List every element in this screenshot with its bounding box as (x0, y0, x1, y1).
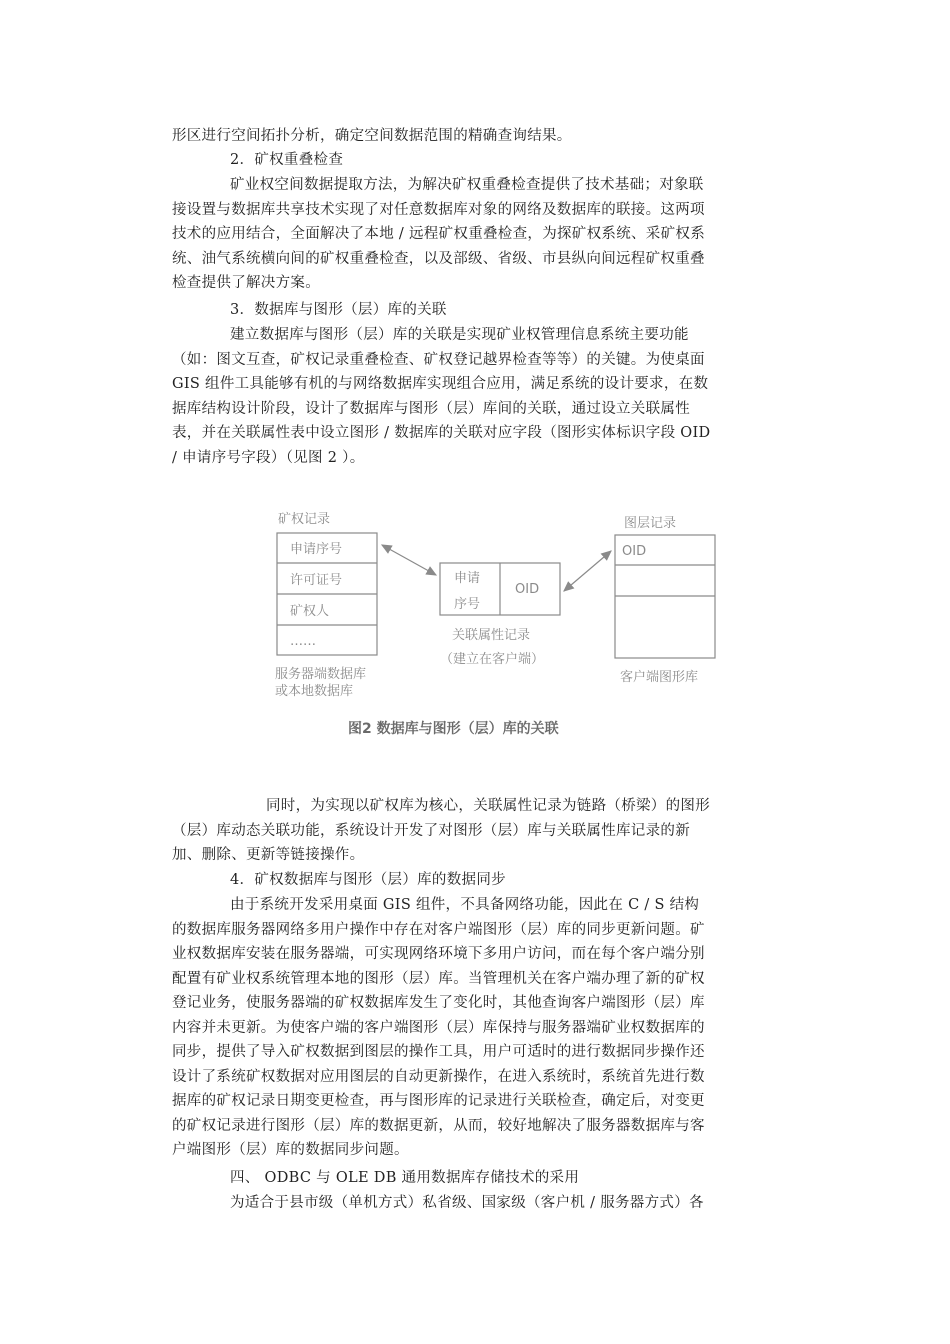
text-line: 同时，为实现以矿权库为核心，关联属性记录为链路（桥梁）的图形 (266, 798, 710, 814)
text-line: 统、油气系统横向间的矿权重叠检查，以及部级、省级、市县纵向间远程矿权重叠 (172, 250, 705, 267)
text-line: （层）库动态关联功能，系统设计开发了对图形（层）库与关联属性库记录的新 (172, 822, 690, 839)
text-line: 为适合于县市级（单机方式）私省级、国家级（客户机 / 服务器方式）各 (230, 1195, 704, 1211)
text-line: 据库的矿权记录日期变更检查，再与图形库的记录进行关联检查，确定后，对变更 (172, 1093, 705, 1109)
paragraph-odbc-intro (172, 1191, 777, 1216)
link-field-application: 序号 (454, 597, 481, 612)
field-right-holder: 矿权人 (290, 604, 330, 619)
field-license-no: 许可证号 (290, 573, 343, 588)
text-line: 的矿权记录进行图形（层）库的数据更新，从而，较好地解决了服务器数据库与客 (172, 1117, 705, 1134)
layer-record-title: 图层记录 (624, 516, 677, 531)
text-line: 形区进行空间拓扑分析，确定空间数据范围的精确查询结果。 (172, 128, 572, 144)
link-record-caption: （建立在客户端） (440, 652, 545, 667)
text-line: （如：图文互查，矿权记录重叠检查、矿权登记越界检查等等）的关键。为使桌面 (172, 351, 705, 368)
text-line: / 申请序号字段）（见图 2 ）。 (172, 449, 365, 466)
heading-db-graphics-link: 3．数据库与图形（层）库的关联 (230, 302, 447, 318)
text-line: 配置有矿业权系统管理本地的图形（层）库。当管理机关在客户端办理了新的矿权 (172, 970, 705, 987)
link-field-oid: OID (515, 582, 540, 597)
heading-odbc-oledb: 四、 ODBC 与 OLE DB 通用数据库存储技术的采用 (230, 1170, 580, 1186)
paragraph-data-sync (172, 893, 777, 1163)
text-line: 建立数据库与图形（层）库的关联是实现矿业权管理信息系统主要功能 (230, 327, 689, 343)
text-line: 接设置与数据库共享技术实现了对任意数据库对象的网络及数据库的联接。这两项 (172, 201, 705, 218)
paragraph-dynamic-link (172, 794, 777, 868)
text-line: 内容并未更新。为使客户端的客户端图形（层）库保持与服务器端矿业权数据库的 (172, 1019, 705, 1036)
paragraph-db-graphics-link (172, 323, 777, 470)
text-line: 检查提供了解决方案。 (172, 275, 320, 291)
text-line: 设计了系统矿权数据对应用图层的自动更新操作，在进入系统时，系统首先进行数 (172, 1068, 705, 1085)
figure-2-diagram (270, 505, 740, 755)
link-arrow-right (564, 551, 611, 591)
text-line: 加、删除、更新等链接操作。 (172, 847, 365, 863)
field-application-no: 申请序号 (290, 542, 343, 557)
server-db-caption: 服务器端数据库 (275, 667, 367, 682)
layer-field-oid: OID (622, 544, 647, 559)
text-line: 据库结构设计阶段，设计了数据库与图形（层）库间的关联，通过设立关联属性 (172, 400, 690, 417)
paragraph-spatial-query (172, 124, 777, 149)
field-ellipsis: …… (290, 634, 316, 649)
text-line: 的数据库服务器网络多用户操作中存在对客户端图形（层）库的同步更新问题。矿 (172, 921, 705, 938)
text-line: GIS 组件工具能够有机的与网络数据库实现组合应用，满足系统的设计要求，在数 (172, 376, 709, 392)
paragraph-overlap-check (172, 173, 777, 296)
text-line: 技术的应用结合，全面解决了本地 / 远程矿权重叠检查，为探矿权系统、采矿权系 (172, 226, 705, 242)
text-line: 户端图形（层）库的数据同步问题。 (172, 1142, 409, 1158)
heading-overlap-check: 2．矿权重叠检查 (230, 152, 344, 168)
link-arrow-left (382, 545, 436, 575)
text-line: 矿业权空间数据提取方法，为解决矿权重叠检查提供了技术基础；对象联 (230, 177, 704, 193)
link-field-application: 申请 (454, 571, 481, 586)
figure-caption: 图2 数据库与图形（层）库的关联 (348, 721, 559, 737)
link-record-caption: 关联属性记录 (452, 628, 531, 643)
mining-record-title: 矿权记录 (278, 512, 331, 527)
server-db-caption: 或本地数据库 (275, 684, 354, 699)
text-line: 业权数据库安装在服务器端，可实现网络环境下多用户访问，而在每个客户端分别 (172, 946, 705, 962)
text-line: 表，并在关联属性表中设立图形 / 数据库的关联对应字段（图形实体标识字段 OID (172, 425, 711, 441)
text-line: 由于系统开发采用桌面 GIS 组件，不具备网络功能，因此在 C / S 结构 (230, 897, 700, 913)
text-line: 同步，提供了导入矿权数据到图层的操作工具，用户可适时的进行数据同步操作还 (172, 1044, 705, 1060)
text-line: 登记业务，使服务器端的矿权数据库发生了变化时，其他查询客户端图形（层）库 (172, 995, 705, 1011)
client-graphics-caption: 客户端图形库 (620, 670, 699, 685)
heading-data-sync: 4．矿权数据库与图形（层）库的数据同步 (230, 872, 506, 888)
